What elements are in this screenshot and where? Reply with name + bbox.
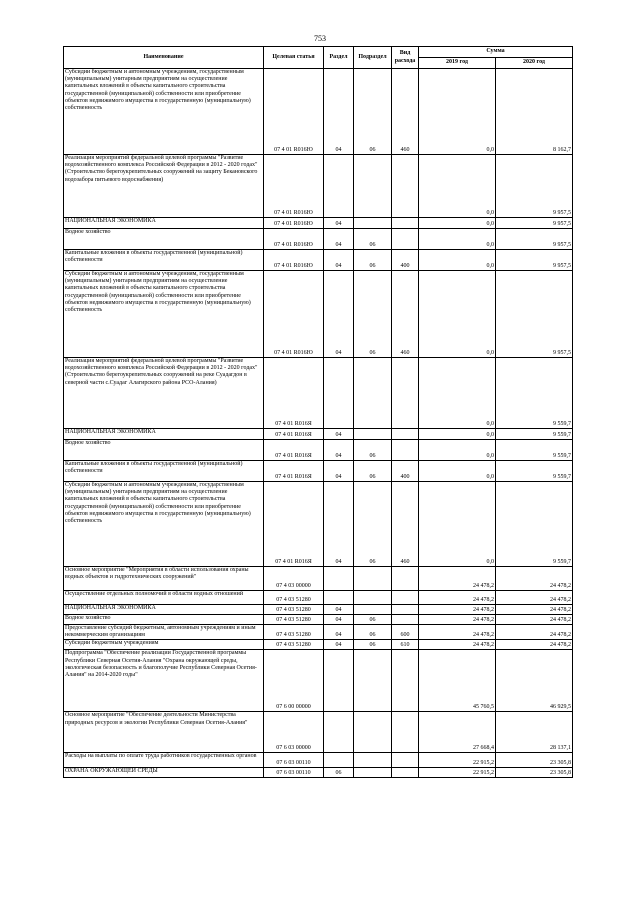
row-sum-2020-cell: 23 305,8 [496,768,573,778]
row-name-cell: НАЦИОНАЛЬНАЯ ЭКОНОМИКА [64,605,264,615]
header-subsection: Подраздел [354,47,392,69]
table-row [64,567,573,591]
row-type-cell [392,155,419,218]
row-subsection-cell: 06 [354,271,392,358]
row-section-cell: 04 [324,605,354,615]
row-section-cell: 04 [324,625,354,640]
row-target-cell: 07 4 01 R016Я [264,429,324,440]
row-type-cell: 460 [392,271,419,358]
row-subsection-cell: 06 [354,440,392,461]
row-sum-2019-cell: 0,0 [419,358,496,429]
row-section-cell [324,753,354,768]
row-section-cell [324,591,354,605]
row-subsection-cell [354,567,392,591]
row-section-cell: 04 [324,640,354,650]
row-name-cell: Капитальные вложения в объекты государственной (муниципальной) собственности [64,461,264,482]
row-name-cell: Субсидии бюджетным и автономным учреждениям, государственным (муниципальным) унитарным предприятиям на осуществление капитальных вложений в объекты капитального строительства государственной (муниципальной) собственности или приобретение объектов недвижимого имущества в государственную (муниципальную) собственность [64,69,264,155]
row-sum-2019-cell: 0,0 [419,229,496,250]
row-type-cell [392,591,419,605]
row-name-cell: НАЦИОНАЛЬНАЯ ЭКОНОМИКА [64,218,264,229]
row-sum-2020-cell: 9 957,5 [496,218,573,229]
row-target-cell: 07 4 01 R016Я [264,461,324,482]
row-name-cell: Водное хозяйство [64,440,264,461]
row-type-cell [392,218,419,229]
row-sum-2020-cell: 46 929,5 [496,650,573,712]
row-name-cell: Предоставление субсидий бюджетным, автономным учреждениям и иным некоммерческим организациям [64,625,264,640]
row-sum-2019-cell: 0,0 [419,429,496,440]
row-sum-2019-cell: 24 478,2 [419,615,496,625]
row-target-cell: 07 4 01 R016Я [264,482,324,567]
row-name-cell: Реализация мероприятий федеральной целевой программы "Развитие водохозяйственного комплекса Российской Федерации в 2012 - 2020 годах" (Строительство берегоукрепительных сооружений на защиту Бекановского водозабора питьевого водоснабжения) [64,155,264,218]
row-sum-2019-cell: 0,0 [419,155,496,218]
row-sum-2020-cell: 9 957,5 [496,271,573,358]
row-sum-2020-cell: 9 559,7 [496,358,573,429]
row-section-cell: 04 [324,429,354,440]
row-section-cell: 04 [324,250,354,271]
row-sum-2019-cell: 27 668,4 [419,712,496,753]
row-subsection-cell [354,155,392,218]
row-sum-2020-cell: 8 162,7 [496,69,573,155]
row-section-cell: 06 [324,768,354,778]
table-row [64,358,573,429]
row-sum-2020-cell: 9 559,7 [496,461,573,482]
row-subsection-cell: 06 [354,69,392,155]
row-sum-2020-cell: 9 957,5 [496,155,573,218]
row-subsection-cell [354,650,392,712]
row-sum-2020-cell: 24 478,2 [496,567,573,591]
row-target-cell: 07 6 03 00110 [264,753,324,768]
row-subsection-cell [354,591,392,605]
row-type-cell [392,358,419,429]
row-type-cell: 610 [392,640,419,650]
row-subsection-cell: 06 [354,229,392,250]
row-sum-2020-cell: 23 305,8 [496,753,573,768]
table-row [64,429,573,440]
row-sum-2020-cell: 28 137,1 [496,712,573,753]
row-sum-2020-cell: 9 957,5 [496,229,573,250]
table-row [64,591,573,605]
row-type-cell [392,615,419,625]
row-target-cell: 07 4 01 R016Я [264,440,324,461]
row-target-cell: 07 4 03 51280 [264,640,324,650]
table-row [64,625,573,640]
row-section-cell [324,358,354,429]
row-subsection-cell [354,768,392,778]
row-type-cell: 600 [392,625,419,640]
row-section-cell: 04 [324,461,354,482]
header-year-2019: 2019 год [419,58,496,69]
row-target-cell: 07 6 03 00000 [264,712,324,753]
row-type-cell: 460 [392,69,419,155]
row-sum-2019-cell: 22 915,2 [419,753,496,768]
row-sum-2020-cell: 24 478,2 [496,605,573,615]
row-subsection-cell [354,358,392,429]
table-row [64,640,573,650]
row-section-cell: 04 [324,615,354,625]
row-sum-2020-cell: 9 559,7 [496,440,573,461]
row-type-cell [392,429,419,440]
row-sum-2020-cell: 24 478,2 [496,625,573,640]
table-row [64,615,573,625]
row-subsection-cell: 06 [354,461,392,482]
table-row [64,712,573,753]
row-name-cell: Капитальные вложения в объекты государственной (муниципальной) собственности [64,250,264,271]
table-row [64,271,573,358]
table-row [64,650,573,712]
row-target-cell: 07 4 03 51280 [264,615,324,625]
row-name-cell: Субсидии бюджетным и автономным учреждениям, государственным (муниципальным) унитарным предприятиям на осуществление капитальных вложений в объекты капитального строительства государственной (муниципальной) собственности или приобретение объектов недвижимого имущества в государственную (муниципальную) собственность [64,271,264,358]
row-name-cell: НАЦИОНАЛЬНАЯ ЭКОНОМИКА [64,429,264,440]
row-section-cell [324,567,354,591]
row-subsection-cell: 06 [354,482,392,567]
row-target-cell: 07 4 01 R016Ю [264,69,324,155]
table-row [64,461,573,482]
row-sum-2019-cell: 24 478,2 [419,567,496,591]
row-sum-2020-cell: 24 478,2 [496,591,573,605]
row-name-cell: Подпрограмма "Обеспечение реализации Государственной программы Республики Северная Осетия-Алания "Охрана окружающей среды, экологическая безопасность и благополучие Республики Северная Осетия-Алания" на 2014-2020 годы" [64,650,264,712]
table-row [64,605,573,615]
row-type-cell: 400 [392,250,419,271]
row-target-cell: 07 4 01 R016Ю [264,271,324,358]
row-sum-2019-cell: 0,0 [419,440,496,461]
row-name-cell: Водное хозяйство [64,615,264,625]
row-section-cell [324,155,354,218]
table-row [64,768,573,778]
row-sum-2019-cell: 24 478,2 [419,640,496,650]
row-section-cell: 04 [324,218,354,229]
header-year-2020: 2020 год [496,58,573,69]
row-subsection-cell [354,712,392,753]
row-name-cell: Водное хозяйство [64,229,264,250]
row-section-cell [324,712,354,753]
row-sum-2019-cell: 0,0 [419,69,496,155]
row-sum-2019-cell: 24 478,2 [419,591,496,605]
row-type-cell: 400 [392,461,419,482]
row-type-cell [392,753,419,768]
row-target-cell: 07 4 01 R016Я [264,358,324,429]
row-sum-2020-cell: 24 478,2 [496,615,573,625]
row-subsection-cell: 06 [354,615,392,625]
row-subsection-cell: 06 [354,250,392,271]
row-type-cell [392,605,419,615]
row-subsection-cell: 06 [354,640,392,650]
row-sum-2019-cell: 0,0 [419,218,496,229]
row-sum-2020-cell: 24 478,2 [496,640,573,650]
row-subsection-cell [354,605,392,615]
row-name-cell: Субсидии бюджетным учреждениям [64,640,264,650]
row-target-cell: 07 6 00 00000 [264,650,324,712]
row-sum-2020-cell: 9 559,7 [496,429,573,440]
row-section-cell: 04 [324,271,354,358]
row-sum-2019-cell: 22 915,2 [419,768,496,778]
row-type-cell [392,440,419,461]
row-target-cell: 07 4 03 51280 [264,625,324,640]
row-type-cell: 460 [392,482,419,567]
row-sum-2019-cell: 45 760,5 [419,650,496,712]
row-subsection-cell [354,753,392,768]
table-row [64,229,573,250]
row-subsection-cell [354,429,392,440]
row-name-cell: Расходы на выплаты по оплате труда работников государственных органов [64,753,264,768]
page-number: 753 [314,34,326,43]
row-type-cell [392,768,419,778]
row-subsection-cell: 06 [354,625,392,640]
row-name-cell: Основное мероприятие "Мероприятия в области использования охраны водных объектов и гидротехнических сооружений" [64,567,264,591]
header-section: Раздел [324,47,354,69]
row-type-cell [392,567,419,591]
row-target-cell: 07 4 01 R016Ю [264,218,324,229]
budget-table [63,46,573,778]
row-sum-2019-cell: 24 478,2 [419,625,496,640]
table-row [64,250,573,271]
row-sum-2019-cell: 0,0 [419,271,496,358]
row-section-cell: 04 [324,482,354,567]
table-row [64,482,573,567]
row-name-cell: Реализация мероприятий федеральной целевой программы "Развитие водохозяйственного комплекса Российской Федерации в 2012 - 2020 годах" (Строительство берегоукрепительных сооружений на реке Суадагдон в северной части с.Суадаг Алагирского района РСО-Алания) [64,358,264,429]
row-section-cell [324,650,354,712]
table-body [64,69,573,778]
row-type-cell [392,650,419,712]
table-row [64,155,573,218]
row-target-cell: 07 4 01 R016Ю [264,250,324,271]
row-subsection-cell [354,218,392,229]
row-name-cell: ОХРАНА ОКРУЖАЮЩЕЙ СРЕДЫ [64,768,264,778]
row-type-cell [392,229,419,250]
header-name: Наименование [64,47,264,69]
table-row [64,69,573,155]
table-row [64,440,573,461]
row-sum-2019-cell: 0,0 [419,250,496,271]
row-name-cell: Основное мероприятие "Обеспечение деятельности Министерства природных ресурсов и экологии Республики Северная Осетия-Алания" [64,712,264,753]
row-sum-2019-cell: 0,0 [419,482,496,567]
row-target-cell: 07 4 03 00000 [264,567,324,591]
header-target-article: Целевая статья [264,47,324,69]
row-sum-2020-cell: 9 957,5 [496,250,573,271]
row-target-cell: 07 4 01 R016Ю [264,155,324,218]
row-section-cell: 04 [324,229,354,250]
row-section-cell: 04 [324,69,354,155]
table-row [64,218,573,229]
row-target-cell: 07 4 03 51280 [264,591,324,605]
row-target-cell: 07 4 01 R016Ю [264,229,324,250]
row-target-cell: 07 4 03 51280 [264,605,324,615]
row-sum-2020-cell: 9 559,7 [496,482,573,567]
row-type-cell [392,712,419,753]
row-section-cell: 04 [324,440,354,461]
row-sum-2019-cell: 24 478,2 [419,605,496,615]
row-target-cell: 07 6 03 00110 [264,768,324,778]
row-name-cell: Осуществление отдельных полномочий в области водных отношений [64,591,264,605]
row-sum-2019-cell: 0,0 [419,461,496,482]
table-row [64,753,573,768]
row-name-cell: Субсидии бюджетным и автономным учреждениям, государственным (муниципальным) унитарным предприятиям на осуществление капитальных вложений в объекты капитального строительства государственной (муниципальной) собственности или приобретение объектов недвижимого имущества в государственную (муниципальную) собственность [64,482,264,567]
header-sum: Сумма [419,47,573,58]
header-expense-type: Вид расхода [392,47,419,69]
